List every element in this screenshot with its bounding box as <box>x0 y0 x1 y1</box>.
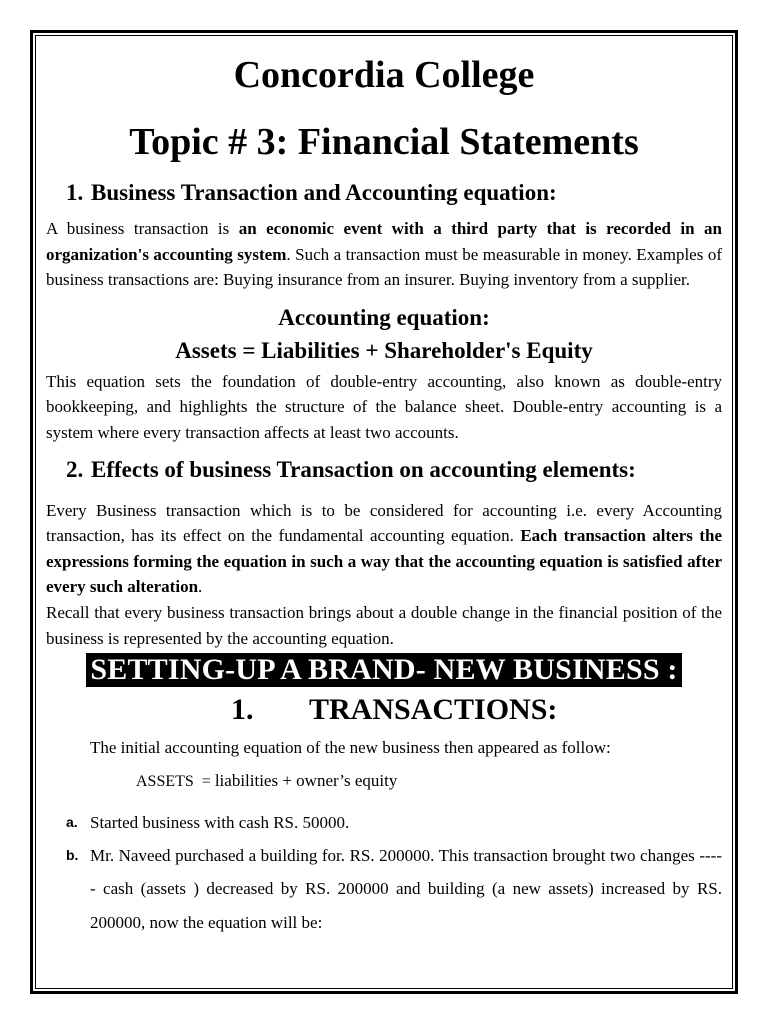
section1-title: Business Transaction and Accounting equation: <box>91 180 557 205</box>
section2-paragraph-2: Recall that every business transaction brings about a double change in the financial position of the business is represented by the accounting equation. <box>46 602 722 648</box>
section1-paragraph-2: This equation sets the foundation of double-entry accounting, also known as double-entry bookkeeping, and highlights the structure of the balance sheet. Double-entry accounting is a system where every transaction affects at least two accounts. <box>46 371 722 442</box>
section2-title: Effects of business Transaction on accounting elements: <box>91 456 636 482</box>
section1-heading <box>66 181 722 204</box>
section2-number: 2. <box>66 456 84 482</box>
list-item <box>46 839 722 940</box>
section1-para-bold: an economic event with a third party that is recorded in an organization's accounting system <box>46 219 722 264</box>
section1-para-before: A business transaction is <box>46 219 239 238</box>
transaction-list <box>46 806 722 939</box>
section1-number: 1. <box>66 180 84 205</box>
accounting-equation-title: Accounting equation: <box>278 304 490 330</box>
list-item <box>46 806 722 840</box>
transactions-title: TRANSACTIONS: <box>309 693 558 727</box>
document-content <box>46 46 722 939</box>
initial-equation <box>136 772 722 790</box>
equation-rhs: liabilities + owner’s equity <box>214 771 398 791</box>
list-item-label: b. <box>66 846 79 863</box>
accounting-equation: Assets = Liabilities + Shareholder's Equity <box>175 337 593 363</box>
new-business-banner: SETTING-UP A BRAND- NEW BUSINESS : <box>86 653 681 687</box>
list-item-text: Started business with cash RS. 50000. <box>90 813 350 833</box>
section2-para-bold: Each transaction alters the expressions forming the equation in such a way that the accounting equation is satisfied after every such alteration <box>46 526 722 597</box>
section2-paragraph <box>46 498 722 600</box>
section1-para-after: . Such a transaction must be measurable in money. Examples of business transactions are: Buying insurance from an insurer. Buying inventory from a supplier. <box>46 244 722 290</box>
list-item-label: a. <box>66 814 78 831</box>
transactions-number: 1. <box>231 693 254 727</box>
topic-title: Topic # 3: Financial Statements <box>129 121 639 163</box>
equation-lhs: ASSETS = <box>136 773 215 791</box>
section2-para-before: Every Business transaction which is to be considered for accounting i.e. every Accounting transaction, has its effect on the fundamental accounting equation. <box>46 500 722 546</box>
section2-para-after: . <box>198 577 203 597</box>
transactions-heading <box>231 695 722 725</box>
section2-heading <box>66 458 722 481</box>
section1-paragraph <box>46 216 722 293</box>
banner-wrap <box>46 653 722 687</box>
college-title: Concordia College <box>233 54 535 96</box>
list-item-text: Mr. Naveed purchased a building for. RS. 200000. This transaction brought two changes ----- cash (assets ) decreased by RS. 200000 and building (a new assets) increased by RS. 200000, now the equation will be: <box>90 845 722 932</box>
transactions-intro: The initial accounting equation of the new business then appeared as follow: <box>90 738 611 758</box>
